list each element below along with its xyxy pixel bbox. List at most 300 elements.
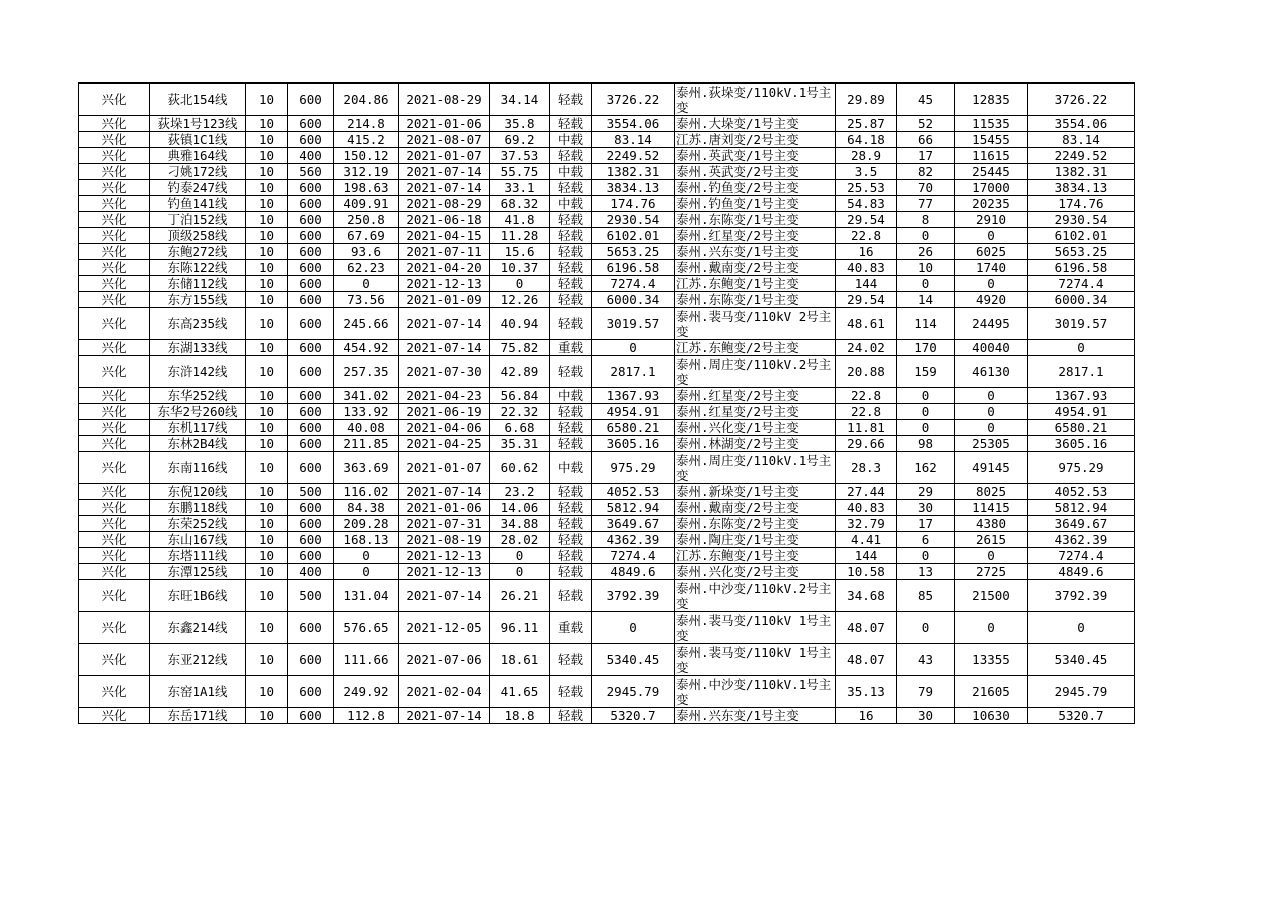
table-row xyxy=(79,644,1135,676)
table-row xyxy=(79,340,1135,356)
remaining-capacity-cell: 2945.79 xyxy=(1028,676,1135,708)
load-status-cell: 重载 xyxy=(550,612,592,644)
user-count-cell: 77 xyxy=(897,196,955,212)
line-name-cell: 荻北154线 xyxy=(150,83,246,116)
available-capacity-cell: 3554.06 xyxy=(592,116,675,132)
area-cell: 兴化 xyxy=(79,116,150,132)
table-row xyxy=(79,180,1135,196)
installed-capacity-cell: 20235 xyxy=(955,196,1028,212)
source-transformer-cell: 泰州.裴马变/110kV 1号主变 xyxy=(675,644,836,676)
source-transformer-cell: 泰州.兴化变/2号主变 xyxy=(675,564,836,580)
remaining-capacity-cell: 4954.91 xyxy=(1028,404,1135,420)
load-status-cell: 轻载 xyxy=(550,244,592,260)
source-transformer-cell: 泰州.钓鱼变/1号主变 xyxy=(675,196,836,212)
capacity-cell: 600 xyxy=(288,548,334,564)
load-rate-cell: 41.8 xyxy=(490,212,550,228)
area-cell: 兴化 xyxy=(79,260,150,276)
voltage-cell: 10 xyxy=(246,708,288,724)
transformer-load-rate-cell: 28.3 xyxy=(836,452,897,484)
capacity-cell: 600 xyxy=(288,516,334,532)
voltage-cell: 10 xyxy=(246,148,288,164)
load-rate-cell: 28.02 xyxy=(490,532,550,548)
area-cell: 兴化 xyxy=(79,532,150,548)
voltage-cell: 10 xyxy=(246,356,288,388)
table-row xyxy=(79,276,1135,292)
table-row xyxy=(79,83,1135,116)
peak-load-cell: 249.92 xyxy=(334,676,399,708)
transformer-load-rate-cell: 64.18 xyxy=(836,132,897,148)
load-rate-cell: 60.62 xyxy=(490,452,550,484)
table-row xyxy=(79,420,1135,436)
source-transformer-cell: 泰州.陶庄变/1号主变 xyxy=(675,532,836,548)
remaining-capacity-cell: 174.76 xyxy=(1028,196,1135,212)
available-capacity-cell: 6102.01 xyxy=(592,228,675,244)
voltage-cell: 10 xyxy=(246,484,288,500)
load-rate-cell: 23.2 xyxy=(490,484,550,500)
line-name-cell: 东鲍272线 xyxy=(150,244,246,260)
line-name-cell: 东方155线 xyxy=(150,292,246,308)
load-rate-cell: 40.94 xyxy=(490,308,550,340)
load-rate-cell: 10.37 xyxy=(490,260,550,276)
peak-load-cell: 40.08 xyxy=(334,420,399,436)
capacity-cell: 600 xyxy=(288,532,334,548)
load-status-cell: 轻载 xyxy=(550,308,592,340)
capacity-cell: 600 xyxy=(288,132,334,148)
remaining-capacity-cell: 6000.34 xyxy=(1028,292,1135,308)
peak-date-cell: 2021-12-13 xyxy=(399,276,490,292)
peak-date-cell: 2021-08-29 xyxy=(399,83,490,116)
peak-load-cell: 245.66 xyxy=(334,308,399,340)
area-cell: 兴化 xyxy=(79,500,150,516)
peak-load-cell: 409.91 xyxy=(334,196,399,212)
installed-capacity-cell: 40040 xyxy=(955,340,1028,356)
area-cell: 兴化 xyxy=(79,420,150,436)
installed-capacity-cell: 25305 xyxy=(955,436,1028,452)
available-capacity-cell: 2930.54 xyxy=(592,212,675,228)
load-status-cell: 轻载 xyxy=(550,292,592,308)
area-cell: 兴化 xyxy=(79,292,150,308)
installed-capacity-cell: 4920 xyxy=(955,292,1028,308)
line-name-cell: 东鹏118线 xyxy=(150,500,246,516)
table-row xyxy=(79,116,1135,132)
line-name-cell: 刁姚172线 xyxy=(150,164,246,180)
capacity-cell: 500 xyxy=(288,580,334,612)
load-status-cell: 轻载 xyxy=(550,708,592,724)
remaining-capacity-cell: 3649.67 xyxy=(1028,516,1135,532)
installed-capacity-cell: 15455 xyxy=(955,132,1028,148)
voltage-cell: 10 xyxy=(246,276,288,292)
available-capacity-cell: 7274.4 xyxy=(592,276,675,292)
load-status-cell: 轻载 xyxy=(550,500,592,516)
voltage-cell: 10 xyxy=(246,340,288,356)
peak-date-cell: 2021-12-05 xyxy=(399,612,490,644)
peak-load-cell: 73.56 xyxy=(334,292,399,308)
load-rate-cell: 18.8 xyxy=(490,708,550,724)
line-name-cell: 东旺1B6线 xyxy=(150,580,246,612)
available-capacity-cell: 7274.4 xyxy=(592,548,675,564)
transformer-load-rate-cell: 25.87 xyxy=(836,116,897,132)
transformer-load-rate-cell: 35.13 xyxy=(836,676,897,708)
user-count-cell: 17 xyxy=(897,148,955,164)
installed-capacity-cell: 0 xyxy=(955,404,1028,420)
table-row xyxy=(79,196,1135,212)
capacity-cell: 600 xyxy=(288,452,334,484)
capacity-cell: 600 xyxy=(288,612,334,644)
user-count-cell: 14 xyxy=(897,292,955,308)
capacity-cell: 600 xyxy=(288,244,334,260)
user-count-cell: 10 xyxy=(897,260,955,276)
peak-date-cell: 2021-12-13 xyxy=(399,548,490,564)
source-transformer-cell: 泰州.戴南变/2号主变 xyxy=(675,500,836,516)
remaining-capacity-cell: 4849.6 xyxy=(1028,564,1135,580)
available-capacity-cell: 5812.94 xyxy=(592,500,675,516)
installed-capacity-cell: 0 xyxy=(955,228,1028,244)
remaining-capacity-cell: 3019.57 xyxy=(1028,308,1135,340)
available-capacity-cell: 0 xyxy=(592,340,675,356)
peak-load-cell: 84.38 xyxy=(334,500,399,516)
table-row xyxy=(79,708,1135,724)
user-count-cell: 162 xyxy=(897,452,955,484)
table-row xyxy=(79,580,1135,612)
capacity-cell: 600 xyxy=(288,436,334,452)
peak-date-cell: 2021-01-07 xyxy=(399,452,490,484)
source-transformer-cell: 泰州.周庄变/110kV.2号主变 xyxy=(675,356,836,388)
available-capacity-cell: 2817.1 xyxy=(592,356,675,388)
line-name-cell: 东华252线 xyxy=(150,388,246,404)
area-cell: 兴化 xyxy=(79,340,150,356)
area-cell: 兴化 xyxy=(79,484,150,500)
remaining-capacity-cell: 5653.25 xyxy=(1028,244,1135,260)
voltage-cell: 10 xyxy=(246,228,288,244)
peak-date-cell: 2021-01-07 xyxy=(399,148,490,164)
area-cell: 兴化 xyxy=(79,516,150,532)
peak-date-cell: 2021-04-23 xyxy=(399,388,490,404)
installed-capacity-cell: 1740 xyxy=(955,260,1028,276)
load-rate-cell: 68.32 xyxy=(490,196,550,212)
installed-capacity-cell: 24495 xyxy=(955,308,1028,340)
line-name-cell: 东倪120线 xyxy=(150,484,246,500)
area-cell: 兴化 xyxy=(79,83,150,116)
user-count-cell: 0 xyxy=(897,404,955,420)
user-count-cell: 0 xyxy=(897,388,955,404)
source-transformer-cell: 泰州.钓鱼变/2号主变 xyxy=(675,180,836,196)
transformer-load-rate-cell: 3.5 xyxy=(836,164,897,180)
transformer-load-rate-cell: 34.68 xyxy=(836,580,897,612)
remaining-capacity-cell: 6580.21 xyxy=(1028,420,1135,436)
peak-date-cell: 2021-07-14 xyxy=(399,580,490,612)
source-transformer-cell: 江苏.唐刘变/2号主变 xyxy=(675,132,836,148)
load-status-cell: 轻载 xyxy=(550,116,592,132)
available-capacity-cell: 1367.93 xyxy=(592,388,675,404)
installed-capacity-cell: 13355 xyxy=(955,644,1028,676)
remaining-capacity-cell: 3605.16 xyxy=(1028,436,1135,452)
available-capacity-cell: 5320.7 xyxy=(592,708,675,724)
source-transformer-cell: 江苏.东鲍变/1号主变 xyxy=(675,276,836,292)
peak-date-cell: 2021-07-06 xyxy=(399,644,490,676)
capacity-cell: 600 xyxy=(288,644,334,676)
installed-capacity-cell: 25445 xyxy=(955,164,1028,180)
available-capacity-cell: 174.76 xyxy=(592,196,675,212)
load-status-cell: 中载 xyxy=(550,164,592,180)
voltage-cell: 10 xyxy=(246,516,288,532)
peak-date-cell: 2021-06-19 xyxy=(399,404,490,420)
available-capacity-cell: 3834.13 xyxy=(592,180,675,196)
capacity-cell: 600 xyxy=(288,292,334,308)
voltage-cell: 10 xyxy=(246,164,288,180)
load-rate-cell: 0 xyxy=(490,276,550,292)
remaining-capacity-cell: 5320.7 xyxy=(1028,708,1135,724)
table-row xyxy=(79,404,1135,420)
user-count-cell: 0 xyxy=(897,420,955,436)
area-cell: 兴化 xyxy=(79,148,150,164)
remaining-capacity-cell: 6102.01 xyxy=(1028,228,1135,244)
line-name-cell: 荻垛1号123线 xyxy=(150,116,246,132)
voltage-cell: 10 xyxy=(246,212,288,228)
source-transformer-cell: 泰州.红星变/2号主变 xyxy=(675,388,836,404)
load-rate-cell: 56.84 xyxy=(490,388,550,404)
user-count-cell: 13 xyxy=(897,564,955,580)
voltage-cell: 10 xyxy=(246,388,288,404)
available-capacity-cell: 2249.52 xyxy=(592,148,675,164)
line-name-cell: 东塔111线 xyxy=(150,548,246,564)
peak-date-cell: 2021-01-06 xyxy=(399,500,490,516)
available-capacity-cell: 4362.39 xyxy=(592,532,675,548)
installed-capacity-cell: 21500 xyxy=(955,580,1028,612)
line-name-cell: 丁泊152线 xyxy=(150,212,246,228)
table-row xyxy=(79,244,1135,260)
installed-capacity-cell: 6025 xyxy=(955,244,1028,260)
peak-date-cell: 2021-07-30 xyxy=(399,356,490,388)
user-count-cell: 30 xyxy=(897,500,955,516)
voltage-cell: 10 xyxy=(246,436,288,452)
user-count-cell: 0 xyxy=(897,548,955,564)
installed-capacity-cell: 10630 xyxy=(955,708,1028,724)
capacity-cell: 500 xyxy=(288,484,334,500)
voltage-cell: 10 xyxy=(246,452,288,484)
voltage-cell: 10 xyxy=(246,548,288,564)
transformer-load-rate-cell: 16 xyxy=(836,244,897,260)
load-status-cell: 轻载 xyxy=(550,420,592,436)
peak-load-cell: 576.65 xyxy=(334,612,399,644)
load-rate-cell: 37.53 xyxy=(490,148,550,164)
table-row xyxy=(79,564,1135,580)
peak-load-cell: 257.35 xyxy=(334,356,399,388)
peak-load-cell: 0 xyxy=(334,564,399,580)
remaining-capacity-cell: 5340.45 xyxy=(1028,644,1135,676)
user-count-cell: 8 xyxy=(897,212,955,228)
load-rate-cell: 55.75 xyxy=(490,164,550,180)
user-count-cell: 17 xyxy=(897,516,955,532)
user-count-cell: 29 xyxy=(897,484,955,500)
source-transformer-cell: 泰州.东陈变/2号主变 xyxy=(675,516,836,532)
load-status-cell: 轻载 xyxy=(550,404,592,420)
area-cell: 兴化 xyxy=(79,356,150,388)
capacity-cell: 600 xyxy=(288,308,334,340)
area-cell: 兴化 xyxy=(79,388,150,404)
installed-capacity-cell: 11415 xyxy=(955,500,1028,516)
capacity-cell: 600 xyxy=(288,388,334,404)
installed-capacity-cell: 12835 xyxy=(955,83,1028,116)
available-capacity-cell: 5340.45 xyxy=(592,644,675,676)
voltage-cell: 10 xyxy=(246,308,288,340)
transformer-load-rate-cell: 32.79 xyxy=(836,516,897,532)
transformer-load-rate-cell: 48.61 xyxy=(836,308,897,340)
available-capacity-cell: 1382.31 xyxy=(592,164,675,180)
table-row xyxy=(79,436,1135,452)
peak-load-cell: 62.23 xyxy=(334,260,399,276)
user-count-cell: 43 xyxy=(897,644,955,676)
load-rate-cell: 75.82 xyxy=(490,340,550,356)
line-name-cell: 东荣252线 xyxy=(150,516,246,532)
load-status-cell: 轻载 xyxy=(550,580,592,612)
remaining-capacity-cell: 1382.31 xyxy=(1028,164,1135,180)
available-capacity-cell: 3019.57 xyxy=(592,308,675,340)
capacity-cell: 600 xyxy=(288,676,334,708)
area-cell: 兴化 xyxy=(79,644,150,676)
transformer-load-rate-cell: 24.02 xyxy=(836,340,897,356)
user-count-cell: 70 xyxy=(897,180,955,196)
load-status-cell: 轻载 xyxy=(550,276,592,292)
load-status-cell: 中载 xyxy=(550,132,592,148)
remaining-capacity-cell: 83.14 xyxy=(1028,132,1135,148)
installed-capacity-cell: 11535 xyxy=(955,116,1028,132)
peak-load-cell: 131.04 xyxy=(334,580,399,612)
user-count-cell: 98 xyxy=(897,436,955,452)
line-name-cell: 东岳171线 xyxy=(150,708,246,724)
remaining-capacity-cell: 975.29 xyxy=(1028,452,1135,484)
transformer-load-rate-cell: 20.88 xyxy=(836,356,897,388)
transformer-load-rate-cell: 54.83 xyxy=(836,196,897,212)
source-transformer-cell: 泰州.裴马变/110kV 2号主变 xyxy=(675,308,836,340)
peak-load-cell: 0 xyxy=(334,276,399,292)
available-capacity-cell: 5653.25 xyxy=(592,244,675,260)
table-row xyxy=(79,500,1135,516)
source-transformer-cell: 泰州.英武变/1号主变 xyxy=(675,148,836,164)
table-row xyxy=(79,164,1135,180)
load-rate-cell: 34.88 xyxy=(490,516,550,532)
capacity-cell: 600 xyxy=(288,500,334,516)
source-transformer-cell: 泰州.英武变/2号主变 xyxy=(675,164,836,180)
voltage-cell: 10 xyxy=(246,532,288,548)
area-cell: 兴化 xyxy=(79,212,150,228)
load-status-cell: 轻载 xyxy=(550,148,592,164)
peak-load-cell: 133.92 xyxy=(334,404,399,420)
source-transformer-cell: 泰州.东陈变/1号主变 xyxy=(675,212,836,228)
table-row xyxy=(79,228,1135,244)
user-count-cell: 79 xyxy=(897,676,955,708)
area-cell: 兴化 xyxy=(79,308,150,340)
capacity-cell: 600 xyxy=(288,212,334,228)
load-rate-cell: 26.21 xyxy=(490,580,550,612)
remaining-capacity-cell: 0 xyxy=(1028,340,1135,356)
line-name-cell: 东陈122线 xyxy=(150,260,246,276)
table-row xyxy=(79,388,1135,404)
remaining-capacity-cell: 0 xyxy=(1028,612,1135,644)
line-name-cell: 东机117线 xyxy=(150,420,246,436)
line-name-cell: 钓鱼141线 xyxy=(150,196,246,212)
peak-date-cell: 2021-07-11 xyxy=(399,244,490,260)
installed-capacity-cell: 4380 xyxy=(955,516,1028,532)
transformer-load-rate-cell: 25.53 xyxy=(836,180,897,196)
load-status-cell: 中载 xyxy=(550,452,592,484)
transformer-load-rate-cell: 4.41 xyxy=(836,532,897,548)
load-rate-cell: 96.11 xyxy=(490,612,550,644)
remaining-capacity-cell: 3554.06 xyxy=(1028,116,1135,132)
transformer-load-rate-cell: 27.44 xyxy=(836,484,897,500)
peak-date-cell: 2021-02-04 xyxy=(399,676,490,708)
capacity-cell: 600 xyxy=(288,420,334,436)
capacity-cell: 600 xyxy=(288,116,334,132)
load-rate-cell: 35.31 xyxy=(490,436,550,452)
peak-date-cell: 2021-04-06 xyxy=(399,420,490,436)
load-status-cell: 轻载 xyxy=(550,532,592,548)
installed-capacity-cell: 0 xyxy=(955,388,1028,404)
line-name-cell: 顶级258线 xyxy=(150,228,246,244)
capacity-cell: 600 xyxy=(288,276,334,292)
user-count-cell: 170 xyxy=(897,340,955,356)
source-transformer-cell: 泰州.中沙变/110kV.1号主变 xyxy=(675,676,836,708)
capacity-cell: 400 xyxy=(288,148,334,164)
user-count-cell: 0 xyxy=(897,612,955,644)
load-status-cell: 轻载 xyxy=(550,516,592,532)
load-rate-cell: 33.1 xyxy=(490,180,550,196)
load-rate-cell: 42.89 xyxy=(490,356,550,388)
peak-load-cell: 211.85 xyxy=(334,436,399,452)
peak-load-cell: 312.19 xyxy=(334,164,399,180)
load-rate-cell: 34.14 xyxy=(490,83,550,116)
source-transformer-cell: 泰州.红星变/2号主变 xyxy=(675,404,836,420)
line-name-cell: 东高235线 xyxy=(150,308,246,340)
transformer-load-rate-cell: 40.83 xyxy=(836,260,897,276)
table-row xyxy=(79,292,1135,308)
transformer-load-rate-cell: 144 xyxy=(836,548,897,564)
voltage-cell: 10 xyxy=(246,676,288,708)
available-capacity-cell: 3792.39 xyxy=(592,580,675,612)
source-transformer-cell: 泰州.东陈变/1号主变 xyxy=(675,292,836,308)
area-cell: 兴化 xyxy=(79,180,150,196)
peak-load-cell: 67.69 xyxy=(334,228,399,244)
peak-date-cell: 2021-07-14 xyxy=(399,340,490,356)
peak-load-cell: 198.63 xyxy=(334,180,399,196)
peak-load-cell: 0 xyxy=(334,548,399,564)
available-capacity-cell: 3605.16 xyxy=(592,436,675,452)
installed-capacity-cell: 46130 xyxy=(955,356,1028,388)
user-count-cell: 52 xyxy=(897,116,955,132)
load-status-cell: 中载 xyxy=(550,388,592,404)
remaining-capacity-cell: 6196.58 xyxy=(1028,260,1135,276)
peak-load-cell: 454.92 xyxy=(334,340,399,356)
peak-load-cell: 111.66 xyxy=(334,644,399,676)
peak-date-cell: 2021-07-14 xyxy=(399,484,490,500)
installed-capacity-cell: 0 xyxy=(955,548,1028,564)
table-row xyxy=(79,148,1135,164)
peak-date-cell: 2021-08-29 xyxy=(399,196,490,212)
capacity-cell: 600 xyxy=(288,228,334,244)
peak-load-cell: 116.02 xyxy=(334,484,399,500)
installed-capacity-cell: 0 xyxy=(955,420,1028,436)
installed-capacity-cell: 17000 xyxy=(955,180,1028,196)
line-name-cell: 东华2号260线 xyxy=(150,404,246,420)
table-row xyxy=(79,676,1135,708)
load-status-cell: 中载 xyxy=(550,196,592,212)
table-row xyxy=(79,516,1135,532)
voltage-cell: 10 xyxy=(246,644,288,676)
available-capacity-cell: 6580.21 xyxy=(592,420,675,436)
peak-date-cell: 2021-04-15 xyxy=(399,228,490,244)
peak-load-cell: 93.6 xyxy=(334,244,399,260)
remaining-capacity-cell: 1367.93 xyxy=(1028,388,1135,404)
available-capacity-cell: 0 xyxy=(592,612,675,644)
